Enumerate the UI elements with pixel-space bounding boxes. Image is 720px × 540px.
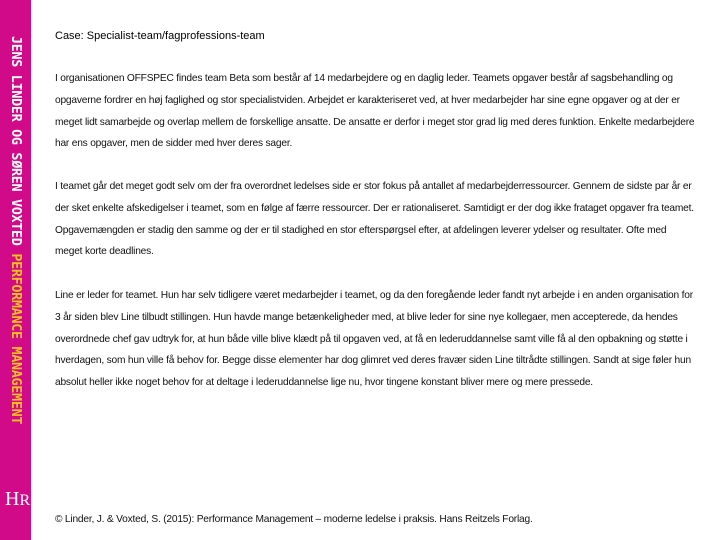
page-title: Case: Specialist-team/fagprofessions-team — [55, 30, 265, 42]
book-title-text: PERFORMANCE MANAGEMENT — [8, 253, 23, 425]
paragraph-2: I teamet går det meget godt selv om der fra overordnet ledelses side er stor fokus på antallet af medarbejderressourcer. Gennem de sidste par år er der sket enkelte afskedigelser i teamet, som en følge af færre ressourcer. Der er rationaliseret. Samtidigt er der dog ikke frataget opgaver fra teamet. Opgavemængden er stadig den samme og der er til stadighed en stor efterspørgsel efter, at afdelingen leverer ydelser og resultater. Ofte med meget korte deadlines. — [55, 181, 694, 258]
authors-text: JENS LINDER OG SØREN VOXTED — [8, 36, 23, 246]
citation-footer: © Linder, J. & Voxted, S. (2015): Performance Management – moderne ledelse i praksis. Hans Reitzels Forlag. — [55, 514, 533, 525]
publisher-logo: HR — [5, 488, 31, 510]
book-spine-text — [7, 36, 23, 424]
paragraph-1: I organisationen OFFSPEC findes team Beta som består af 14 medarbejdere og en daglig leder. Teamets opgaver består af sagsbehandling og opgaverne fordrer en høj faglighed og stor specialistviden. Arbejdet er karakteriseret ved, at hver medarbejder har sine egne opgaver og at der er meget lidt samarbejde og overlap mellem de forskellige ansatte. De ansatte er derfor i meget stor grad lig med deres funktion. Enkelte medarbejdere har ens opgaver, men de sidder med hver deres sager. — [55, 73, 695, 150]
paragraph-3: Line er leder for teamet. Hun har selv tidligere været medarbejder i teamet, og da den foregående leder fandt nyt arbejde i en anden organisation for 3 år siden blev Line tilbudt stillingen. Hun havde mange betænkeligheder med, at blive leder for sine nye kollegaer, men accepterede, da hendes overordnede chef gav udtryk for, at hun både ville blive klædt på til opgaven ved, at få en lederuddannelse samt ville få al den opbakning og støtte i hverdagen, som hun ville få behov for. Begge disse elementer har dog glimret ved deres fravær siden Line tiltrådte stillingen. Sandt at sige føler hun absolut heller ikke noget behov for at deltage i lederuddannelse lige nu, hvor tingene konstant bliver mere og mere pressede. — [55, 290, 693, 389]
sidebar-band — [0, 0, 31, 540]
